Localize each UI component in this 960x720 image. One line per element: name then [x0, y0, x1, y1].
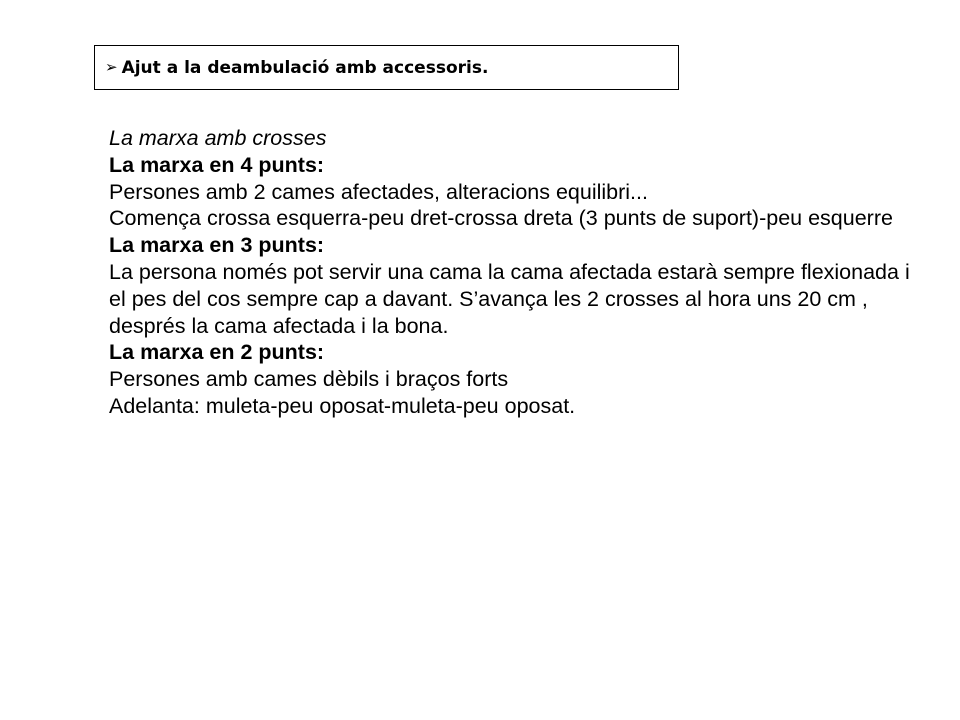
arrow-bullet-icon: ➢ [105, 58, 118, 76]
subtitle: La marxa amb crosses [109, 126, 327, 150]
slide-title: Ajut a la deambulació amb accessoris. [121, 57, 489, 78]
section-text: Persones amb 2 cames afectades, alteracions equilibri... [109, 179, 648, 204]
slide-content [109, 125, 929, 420]
section-text: La persona només pot servir una cama la cama afectada estarà sempre flexionada i el pes del cos sempre cap a davant. S’avança les 2 crosses al hora uns 20 cm , després la cama afectada i la bona. [109, 259, 910, 338]
section-text: Adelanta: muleta-peu oposat-muleta-peu oposat. [109, 393, 576, 418]
title-box [94, 45, 679, 90]
section-heading-4-points: La marxa en 4 punts: [109, 152, 325, 177]
section-text: Comença crossa esquerra-peu dret-crossa dreta (3 punts de suport)-peu esquerre [109, 206, 893, 231]
section-text: Persones amb cames dèbils i braços forts [109, 367, 509, 392]
section-heading-2-points: La marxa en 2 punts: [109, 340, 325, 365]
section-heading-3-points: La marxa en 3 punts: [109, 233, 325, 258]
